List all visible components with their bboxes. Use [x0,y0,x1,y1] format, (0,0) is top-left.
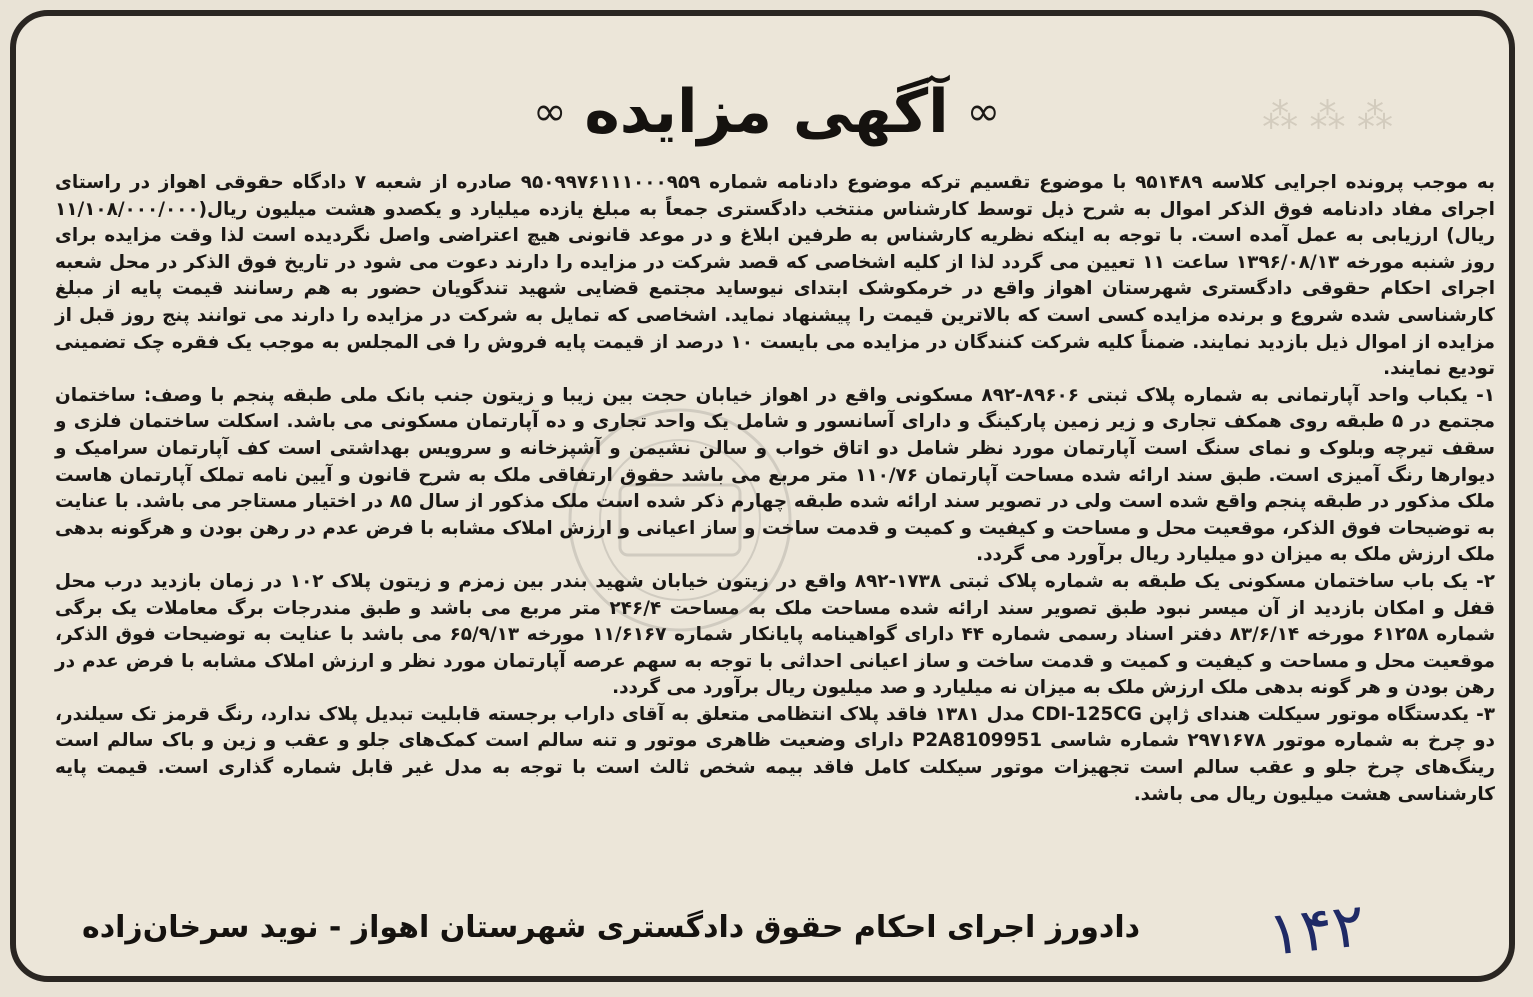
handwritten-number: ۱۴۲ [1264,890,1369,970]
item-motorcycle: ۳- یکدستگاه موتور سیکلت هندای ژاپن CDI-125CG مدل ۱۳۸۱ فاقد پلاک انتظامی متعلق به آقای داراب برجسته قابلیت تبدیل پلاک ندارد، رنگ قرمز تک سیلندر، دو چرخ به شماره موتور ۲۹۷۱۶۷۸ شماره شاسی P2A8109951 دارای وضعیت ظاهری موتور و تنه سالم است کمک‌های جلو و عقب و زین و باک سالم است رینگ‌های چرخ جلو و عقب سالم است تجهیزات موتور سیکلت کامل فاقد بیمه شخص ثالث است با توجه به مدل غیر قابل شماره گذاری است. قیمت پایه کارشناسی هشت میلیون ریال می باشد. [55,703,1495,805]
ornament-icon: ∞ [966,89,1000,135]
signature-line: دادورز اجرای احکام حقوق دادگستری شهرستان اهواز - نوید سرخان‌زاده [82,910,1140,945]
title-row [0,72,1533,152]
notice-title: آگهی مزایده [584,77,949,147]
notice-body [55,170,1495,808]
bleed-through-text: ⁂ ⁂ ⁂ [1262,96,1393,137]
intro-paragraph: به موجب پرونده اجرایی کلاسه ۹۵۱۴۸۹ با موضوع تقسیم ترکه موضوع دادنامه شماره ۹۵۰۹۹۷۶۱۱۱۰۰۰۹۵۹ صادره از شعبه ۷ دادگاه حقوقی اهواز در راستای اجرای مفاد دادنامه فوق الذکر اموال به شرح ذیل توسط کارشناس منتخب دادگستری جمعاً به مبلغ یازده میلیارد و یکصدو هشت میلیون ریال(۱۱/۱۰۸/۰۰۰/۰۰۰ ریال) ارزیابی به عمل آمده است. با توجه به اینکه نظریه کارشناس به طرفین ابلاغ و در موعد قانونی هیچ اعتراضی واصل نگردیده است لذا وقت مزایده برای روز شنبه مورخه ۱۳۹۶/۰۸/۱۳ ساعت ۱۱ تعیین می گردد لذا از کلیه اشخاصی که قصد شرکت در مزایده را دارند دعوت می شود در تاریخ فوق الذکر در محل شعبه اجرای احکام حقوقی دادگستری شهرستان اهواز واقع در خرمکوشک ابتدای نیوساید مجتمع قضایی شهید تندگویان حضور به هم رسانند قیمت پایه از مبلغ کارشناسی شده شروع و برنده مزایده کسی است که بالاترین قیمت را پیشنهاد نماید. اشخاصی که تمایل به شرکت در مزایده را دارند می توانند پنج روز قبل از مزایده از اموال ذیل بازدید نمایند. ضمناً کلیه شرکت کنندگان در مزایده می بایست ۱۰ درصد از قیمت پایه فروش را فی المجلس به موجب یک فقره چک تضمینی تودیع نمایند. [55,172,1495,380]
ornament-icon: ∞ [533,89,567,135]
item-apartment: ۱- یکباب واحد آپارتمانی به شماره پلاک ثبتی ۸۹۶۰۶-۸۹۲ مسکونی واقع در اهواز خیابان حجت بین زیبا و زیتون جنب بانک ملی طبقه پنجم با وصف: ساختمان مجتمع در ۵ طبقه روی همکف تجاری و زیر زمین پارکینگ و دارای آسانسور و شامل یک واحد تجاری و ده آپارتمان مسکونی می باشد. اسکلت ساختمان فلزی و سقف تیرچه وبلوک و نمای سنگ است آپارتمان مورد نظر شامل دو اتاق خواب و سالن نشیمن و آشپزخانه و سرویس بهداشتی است کف آپارتمان سرامیک و دیوارها رنگ آمیزی است. طبق سند ارائه شده مساحت آپارتمان ۱۱۰/۷۶ متر مربع می باشد حقوق ارتفاقی ملک به شرح قانون و آیین نامه تملک آپارتمان هاست ملک مذکور در طبقه پنجم واقع شده است ولی در تصویر سند ارائه شده طبقه چهارم ذکر شده است ملک مذکور از سال ۸۵ در اختیار مستاجر می باشد. با عنایت به توضیحات فوق الذکر، موقعیت محل و مساحت و کیفیت و کمیت و قدمت ساخت و ساز اعیانی و ارزش املاک مشابه با فرض عدم در رهن بودن و هرگونه بدهی ملک ارزش ملک به میزان دو میلیارد ریال برآورد می گردد. [55,384,1495,566]
item-house: ۲- یک باب ساختمان مسکونی یک طبقه به شماره پلاک ثبتی ۱۷۳۸-۸۹۲ واقع در زیتون خیابان شهید بندر بین زمزم و زیتون پلاک ۱۰۲ در زمان بازدید درب محل قفل و امکان بازدید از آن میسر نبود طبق تصویر سند ارائه شده مساحت ملک به مساحت ۲۴۶/۴ متر مربع می باشد و طبق مندرجات برگ معاملات یک برگی شماره ۶۱۲۵۸ مورخه ۸۳/۶/۱۴ دفتر اسناد رسمی شماره ۴۴ دارای گواهینامه پایانکار شماره ۱۱/۶۱۶۷ مورخه ۶۵/۹/۱۳ می باشد با عنایت به توضیحات فوق الذکر، موقعیت محل و مساحت و کیفیت و کمیت و قدمت ساخت و ساز اعیانی احداثی با توجه به سهم عرصه آپارتمان مورد نظر و ارزش املاک مشابه با فرض عدم در رهن بودن و هر گونه بدهی ملک ارزش ملک به میزان نه میلیارد و صد میلیون ریال برآورد می گردد. [55,570,1496,699]
